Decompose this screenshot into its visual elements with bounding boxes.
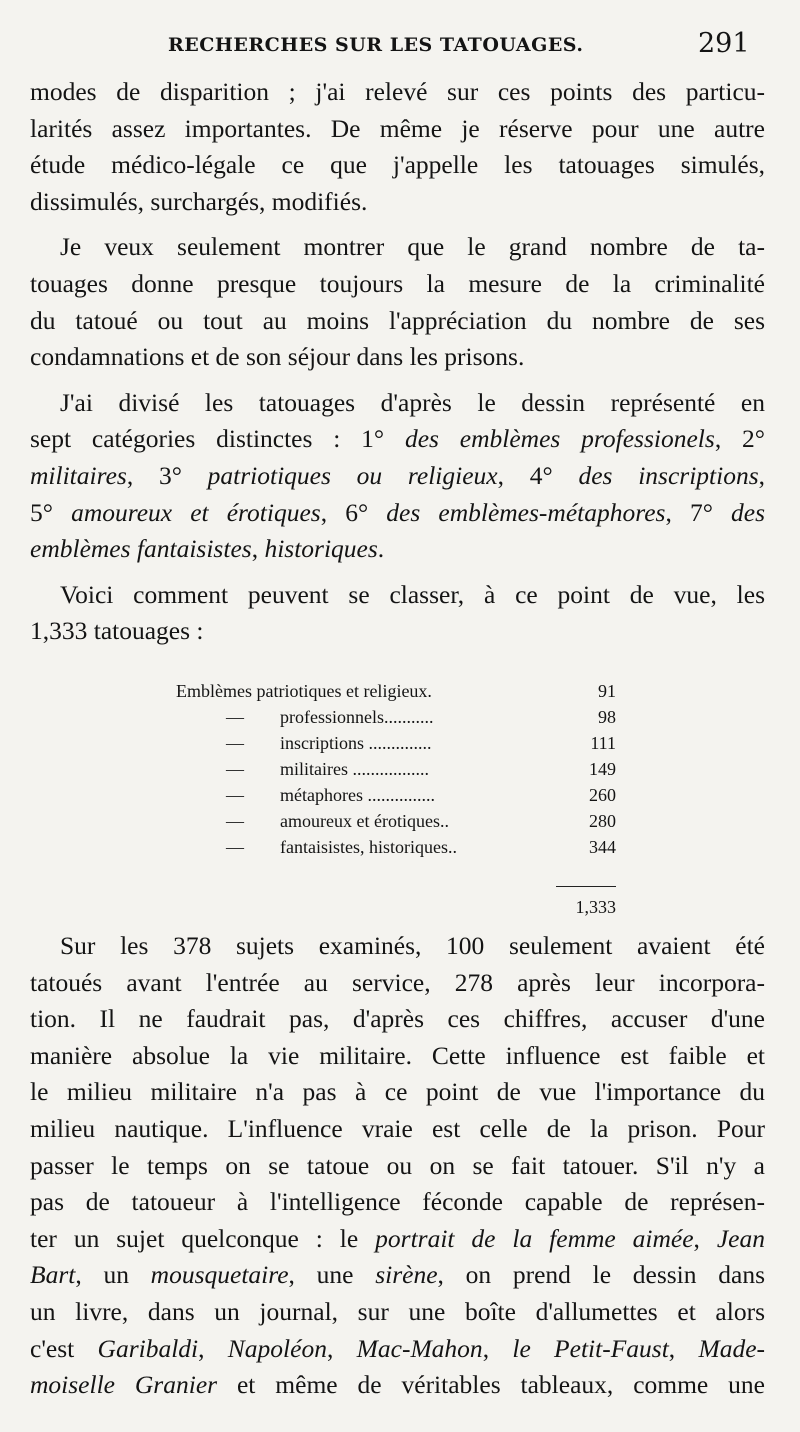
text-line: pas de tatoueur à l'intelligence féconde capable de représen- — [30, 1187, 765, 1217]
table-label: fantaisistes, historiques.. — [280, 837, 457, 857]
table-row — [176, 834, 616, 860]
italic-run: des inscriptions — [578, 460, 759, 490]
text-run: et même de véritables tableaux, comme une — [217, 1370, 765, 1400]
table-label: inscriptions .............. — [280, 733, 432, 753]
italic-run: mousquetaire — [150, 1260, 289, 1290]
table-row — [176, 678, 616, 704]
text-run: sept catégories distinctes : 1° — [30, 424, 405, 454]
body-text-upper — [30, 74, 765, 650]
italic-run: des — [731, 497, 766, 527]
ditto-dash: — — [226, 733, 244, 753]
text-line: condamnations et de son séjour dans les prisons. — [30, 342, 525, 372]
text-run: , 6° — [320, 497, 387, 527]
text-line: Je veux seulement montrer que le grand nombre de ta- — [60, 232, 765, 262]
text-run: , on prend le dessin dans — [437, 1260, 765, 1290]
table-value: 260 — [589, 785, 616, 805]
italic-run: Garibaldi — [97, 1333, 199, 1363]
page-number: 291 — [698, 28, 750, 59]
body-text-lower — [30, 928, 765, 1404]
running-title: RECHERCHES SUR LES TATOUAGES. — [168, 34, 584, 56]
table-value: 344 — [589, 837, 616, 857]
table-total: 1,333 — [575, 897, 616, 917]
text-line — [30, 421, 765, 458]
italic-run: Bart — [30, 1260, 76, 1290]
text-run: , 3° — [126, 460, 208, 490]
text-line: 1,333 tatouages : — [30, 616, 204, 646]
text-run: , — [482, 1333, 513, 1363]
table-row — [176, 808, 616, 834]
italic-run: portrait de la femme aimée — [375, 1223, 694, 1253]
table-value: 91 — [598, 681, 616, 701]
paragraph-statistics — [30, 928, 765, 1404]
italic-run: moiselle Granier — [30, 1370, 218, 1400]
text-line: du tatoué ou tout au moins l'appréciation du nombre de ses — [30, 305, 765, 335]
text-run: 5° — [30, 497, 72, 527]
italic-run: militaires — [30, 460, 127, 490]
table-value: 111 — [590, 733, 616, 753]
text-run: , 2° — [714, 424, 765, 454]
italic-run: patriotiques ou religieux — [207, 460, 498, 490]
italic-run: Napoléon — [227, 1333, 327, 1363]
text-line: Voici comment peuvent se classer, à ce point de vue, les — [60, 579, 765, 609]
text-line: manière absolue la vie militaire. Cette influence est faible et — [30, 1040, 765, 1070]
italic-run: historiques — [264, 534, 378, 564]
italic-run: Jean — [716, 1223, 765, 1253]
table-row — [176, 730, 616, 756]
text-line — [30, 531, 765, 568]
table-label: professionnels........... — [280, 707, 434, 727]
text-line: tion. Il ne faudrait pas, d'après ces chiffres, accuser d'une — [30, 1004, 765, 1034]
text-run: , 7° — [665, 497, 732, 527]
text-run: , — [198, 1333, 228, 1363]
italic-run: sirène — [375, 1260, 438, 1290]
text-line: milieu nautique. L'influence vraie est celle de la prison. Pour — [30, 1113, 765, 1143]
text-line: étude médico-légale ce que j'appelle les tatouages simulés, — [30, 150, 765, 180]
text-line: larités assez importantes. De même je réserve pour une autre — [30, 113, 765, 143]
italic-run: amoureux et érotiques — [71, 497, 321, 527]
italic-run: Made- — [698, 1333, 766, 1363]
text-line — [30, 1331, 765, 1368]
text-run: , 4° — [497, 460, 579, 490]
text-line: touages donne presque toujours la mesure de la criminalité — [30, 268, 765, 298]
ditto-dash: — — [226, 811, 244, 831]
text-line — [30, 1367, 765, 1404]
table-row — [176, 704, 616, 730]
text-run: , — [251, 534, 265, 564]
italic-run: des emblèmes-métaphores — [386, 497, 666, 527]
text-run: , — [326, 1333, 357, 1363]
italic-run: des emblèmes professionels — [404, 424, 715, 454]
ditto-dash: — — [226, 785, 244, 805]
ditto-dash: — — [226, 759, 244, 779]
text-line: Sur les 378 sujets examinés, 100 seulement avaient été — [60, 931, 765, 960]
total-rule — [556, 886, 616, 887]
ditto-dash: — — [226, 707, 244, 727]
text-line: dissimulés, surchargés, modifiés. — [30, 186, 368, 216]
text-line: tatoués avant l'entrée au service, 278 après leur incorpora- — [30, 967, 765, 997]
text-line — [30, 1221, 765, 1258]
text-line — [30, 495, 765, 532]
paragraph-continuation — [30, 74, 765, 220]
text-run: c'est — [30, 1333, 98, 1363]
text-run: , — [668, 1333, 699, 1363]
text-line: J'ai divisé les tatouages d'après le dessin représenté en — [60, 387, 765, 417]
ditto-dash: — — [226, 837, 244, 857]
tattoo-category-table — [176, 678, 616, 917]
table-row — [176, 756, 616, 782]
table-label: amoureux et érotiques.. — [280, 811, 449, 831]
paragraph-categories — [30, 385, 765, 568]
table-label: militaires ................. — [280, 759, 429, 779]
text-line — [30, 458, 765, 495]
text-run: , un — [75, 1260, 151, 1290]
table-value: 149 — [589, 759, 616, 779]
table-row — [176, 782, 616, 808]
text-line: le milieu militaire n'a pas à ce point de vue l'importance du — [30, 1077, 765, 1107]
table-value: 280 — [589, 811, 616, 831]
text-run: , — [758, 460, 766, 490]
paragraph-intro-table — [30, 577, 765, 650]
paragraph-criminality — [30, 229, 765, 375]
text-line: un livre, dans un journal, sur une boîte d'allumettes et alors — [30, 1296, 765, 1326]
table-label: Emblèmes patriotiques et religieux. — [176, 681, 432, 701]
italic-run: le Petit-Faust — [512, 1333, 669, 1363]
running-head — [0, 28, 800, 64]
text-line — [30, 1257, 765, 1294]
italic-run: Mac-Mahon — [356, 1333, 483, 1363]
text-run: , une — [288, 1260, 376, 1290]
text-run: . — [377, 534, 385, 564]
text-line: passer le temps on se tatoue ou on se fait tatouer. S'il n'y a — [30, 1150, 765, 1180]
italic-run: emblèmes fantaisistes — [30, 534, 252, 564]
text-run: , — [693, 1223, 717, 1253]
text-run: ter un sujet quelconque : le — [30, 1223, 376, 1253]
text-line: modes de disparition ; j'ai relevé sur ces points des particu- — [30, 77, 765, 106]
table-value: 98 — [598, 707, 616, 727]
table-label: métaphores ............... — [280, 785, 435, 805]
